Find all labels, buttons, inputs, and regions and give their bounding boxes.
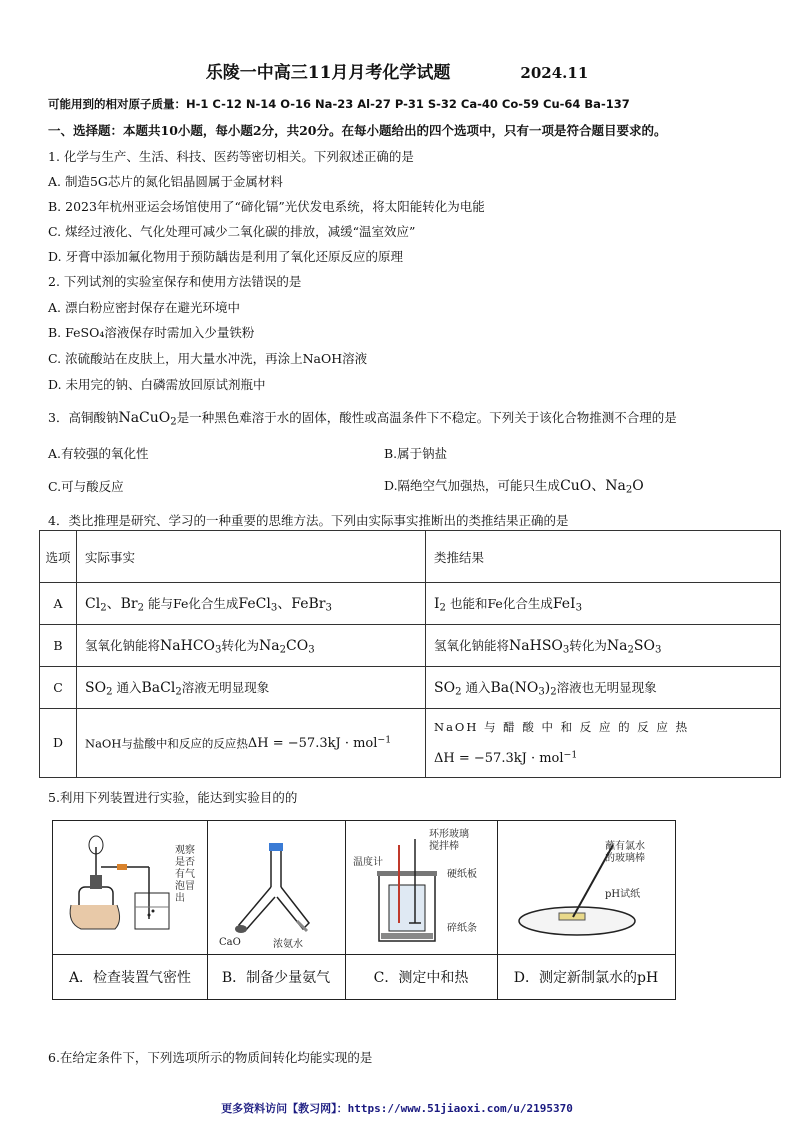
apparatus-d xyxy=(497,821,675,999)
row-label: D xyxy=(40,709,77,778)
caption-b: B．制备少量氨气 xyxy=(207,954,345,999)
row-c-fact: $SO_2$ 通入BaCl$_2$溶液无明显现象 xyxy=(77,667,426,709)
q2-option-a: A. 漂白粉应密封保存在避光环境中 xyxy=(48,300,240,315)
ph-test-diagram xyxy=(501,825,673,953)
svg-text:浓氨水: 浓氨水 xyxy=(273,939,303,950)
airtight-check-diagram xyxy=(57,825,205,953)
q2-option-b: B. FeSO₄溶液保存时需加入少量铁粉 xyxy=(48,325,255,340)
q3-option-a: A.有较强的氧化性 xyxy=(48,446,149,461)
apparatus-a xyxy=(53,821,208,999)
row-d-fact: NaOH与盐酸中和反应的反应热ΔH = −57.3kJ · mol$^{-1}$ xyxy=(77,709,426,778)
table-row xyxy=(40,583,781,625)
neutralization-heat-diagram xyxy=(349,825,495,953)
svg-text:温度计: 温度计 xyxy=(353,857,383,868)
row-label: A xyxy=(40,583,77,625)
svg-text:是否: 是否 xyxy=(175,857,195,868)
q1-option-c: C. 煤经过液化、气化处理可减少二氧化碳的排放，减缓“温室效应” xyxy=(48,224,416,239)
q4-stem: 4．类比推理是研究、学习的一种重要的思维方法。下列由实际事实推断出的类推结果正确的是 xyxy=(48,513,569,528)
q2-option-d: D. 未用完的钠、白磷需放回原试剂瓶中 xyxy=(48,377,266,392)
row-label: B xyxy=(40,625,77,667)
svg-text:蘸有氯水: 蘸有氯水 xyxy=(605,841,645,852)
svg-text:有气: 有气 xyxy=(175,869,195,880)
q1-option-a: A. 制造5G芯片的氮化铝晶圆属于金属材料 xyxy=(48,174,283,189)
svg-text:搅拌棒: 搅拌棒 xyxy=(429,841,459,852)
q2-stem: 2. 下列试剂的实验室保存和使用方法错误的是 xyxy=(48,274,302,289)
section-heading: 一、选择题：本题共10小题，每小题2分，共20分。在每小题给出的四个选项中，只有一项是符合题目要求的。 xyxy=(48,123,667,138)
apparatus-b xyxy=(207,821,346,999)
q3-option-d: D.隔绝空气加强热，可能只生成CuO、$Na_2O$ xyxy=(384,478,644,496)
caption-c: C．测定中和热 xyxy=(345,954,497,999)
q3-option-b: B.属于钠盐 xyxy=(384,446,448,461)
row-a-result: $I_2$ 也能和Fe化合生成FeI$_3$ xyxy=(426,583,781,625)
table-row xyxy=(40,667,781,709)
q1-stem: 1. 化学与生产、生活、科技、医药等密切相关。下列叙述正确的是 xyxy=(48,149,414,164)
caption-a: A．检查装置气密性 xyxy=(53,954,207,999)
label-a: 观察 xyxy=(175,845,195,856)
caption-d: D．测定新制氯水的pH xyxy=(497,954,675,999)
row-a-fact: $Cl_2$、$Br_2$ 能与Fe化合生成FeCl$_3$、FeBr$_3$ xyxy=(77,583,426,625)
svg-text:的玻璃棒: 的玻璃棒 xyxy=(605,853,645,864)
atomic-masses: 可能用到的相对原子质量：H-1 C-12 N-14 O-16 Na-23 Al-27 P-31 S-32 Ca-40 Co-59 Cu-64 Ba-137 xyxy=(48,97,630,111)
svg-text:CaO: CaO xyxy=(219,937,241,948)
header-result: 类推结果 xyxy=(426,531,781,583)
svg-text:环形玻璃: 环形玻璃 xyxy=(429,829,469,840)
svg-text:碎纸条: 碎纸条 xyxy=(447,923,477,934)
q4-table xyxy=(39,530,781,778)
ammonia-diagram xyxy=(211,825,343,953)
exam-title: 乐陵一中高三11月月考化学试题 xyxy=(205,63,451,83)
table-row xyxy=(40,625,781,667)
page-title xyxy=(0,58,794,83)
svg-text:pH试纸: pH试纸 xyxy=(605,889,641,900)
table-row xyxy=(40,531,781,583)
exam-date: 2024.11 xyxy=(520,64,589,82)
row-c-result: $SO_2$ 通入$Ba(NO_3)_2$溶液也无明显现象 xyxy=(426,667,781,709)
q1-option-b: B. 2023年杭州亚运会场馆使用了“碲化镉”光伏发电系统，将太阳能转化为电能 xyxy=(48,199,485,214)
row-b-fact: 氢氧化钠能将NaHCO$_3$转化为$Na_2CO_3$ xyxy=(77,625,426,667)
apparatus-c xyxy=(345,821,498,999)
q5-stem: 5.利用下列装置进行实验，能达到实验目的的 xyxy=(48,790,298,805)
table-row xyxy=(40,709,781,778)
header-fact: 实际事实 xyxy=(77,531,426,583)
row-b-result: 氢氧化钠能将NaHSO$_3$转化为$Na_2SO_3$ xyxy=(426,625,781,667)
svg-text:出: 出 xyxy=(175,893,185,904)
footer-link[interactable]: 更多资料访问【教习网】：https://www.51jiaoxi.com/u/2195370 xyxy=(221,1102,573,1115)
svg-text:硬纸板: 硬纸板 xyxy=(447,869,477,880)
q6-stem: 6.在给定条件下，下列选项所示的物质间转化均能实现的是 xyxy=(48,1050,373,1065)
row-label: C xyxy=(40,667,77,709)
q3-option-c: C.可与酸反应 xyxy=(48,479,124,494)
header-option: 选项 xyxy=(40,531,77,583)
svg-text:泡冒: 泡冒 xyxy=(175,881,195,892)
row-d-result: NaOH 与 醋 酸 中 和 反 应 的 反 应 热 ΔH = −57.3kJ · mol$^{-1}$ xyxy=(426,709,781,778)
apparatus-figure xyxy=(52,820,676,1000)
q1-option-d: D. 牙膏中添加氟化物用于预防龋齿是利用了氧化还原反应的原理 xyxy=(48,249,404,264)
q3-stem: 3．高铜酸钠NaCuO$_2$是一种黑色难溶于水的固体，酸性或高温条件下不稳定。下列关于该化合物推测不合理的是 xyxy=(48,410,677,428)
q2-option-c: C. 浓硫酸站在皮肤上，用大量水冲洗，再涂上NaOH溶液 xyxy=(48,351,368,366)
